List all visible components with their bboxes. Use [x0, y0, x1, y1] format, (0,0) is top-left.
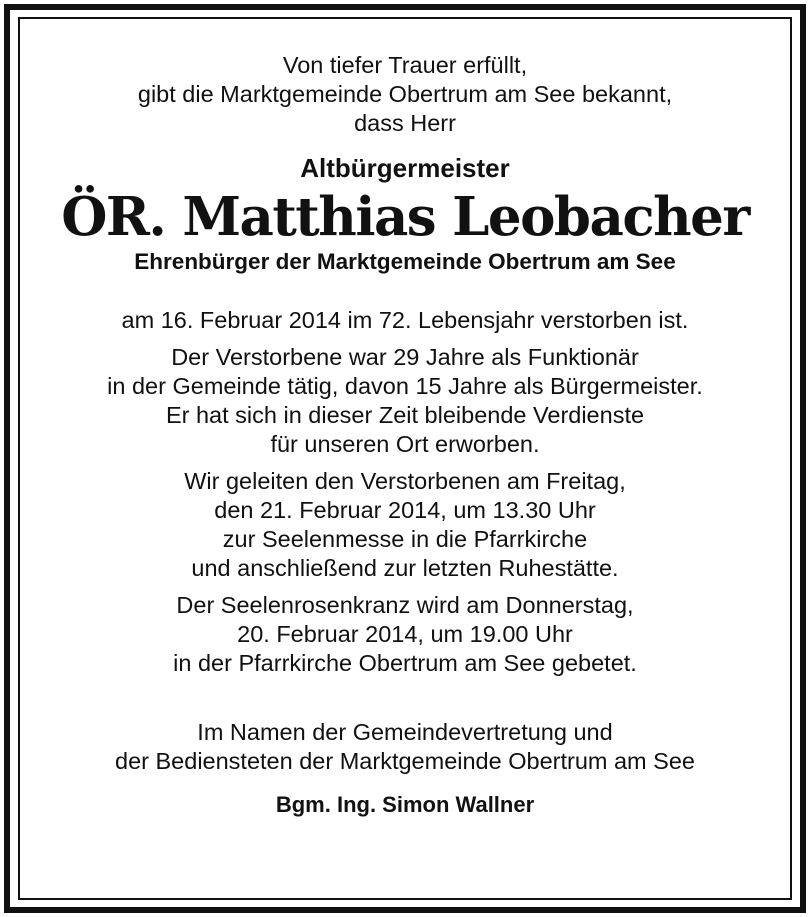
- career-line: Der Verstorbene war 29 Jahre als Funktionär: [171, 344, 639, 370]
- funeral-line: und anschließend zur letzten Ruhestätte.: [191, 555, 619, 581]
- career-paragraph: [20, 343, 790, 459]
- intro-line: dass Herr: [354, 110, 456, 136]
- closing-paragraph: [20, 718, 790, 776]
- funeral-line: zur Seelenmesse in die Pfarrkirche: [222, 526, 588, 552]
- deceased-name: ÖR. Matthias Leobacher: [61, 186, 749, 248]
- career-line: Er hat sich in dieser Zeit bleibende Verdienste: [165, 402, 645, 428]
- funeral-paragraph: [20, 467, 790, 583]
- death-paragraph: [20, 306, 790, 335]
- funeral-line: Wir geleiten den Verstorbenen am Freitag,: [184, 468, 626, 494]
- intro-text: [20, 51, 790, 138]
- career-line: in der Gemeinde tätig, davon 15 Jahre als Bürgermeister.: [107, 373, 703, 399]
- intro-line: Von tiefer Trauer erfüllt,: [282, 52, 528, 78]
- deceased-title: Altbürgermeister: [300, 153, 510, 183]
- intro-line: gibt die Marktgemeinde Obertrum am See bekannt,: [137, 81, 673, 107]
- honorary-citizen-line: Ehrenbürger der Marktgemeinde Obertrum am See: [134, 249, 676, 274]
- signature: Bgm. Ing. Simon Wallner: [275, 792, 535, 817]
- rosary-line: Der Seelenrosenkranz wird am Donnerstag,: [176, 592, 634, 618]
- closing-line: der Bediensteten der Marktgemeinde Obertrum am See: [115, 748, 695, 774]
- rosary-line: in der Pfarrkirche Obertrum am See gebetet.: [173, 650, 637, 676]
- death-line: am 16. Februar 2014 im 72. Lebensjahr verstorben ist.: [121, 307, 689, 333]
- obituary-notice: [20, 19, 790, 819]
- career-line: für unseren Ort erworben.: [270, 431, 540, 457]
- closing-line: Im Namen der Gemeindevertretung und: [197, 719, 613, 745]
- rosary-line: 20. Februar 2014, um 19.00 Uhr: [237, 621, 573, 647]
- funeral-line: den 21. Februar 2014, um 13.30 Uhr: [214, 497, 596, 523]
- rosary-paragraph: [20, 591, 790, 678]
